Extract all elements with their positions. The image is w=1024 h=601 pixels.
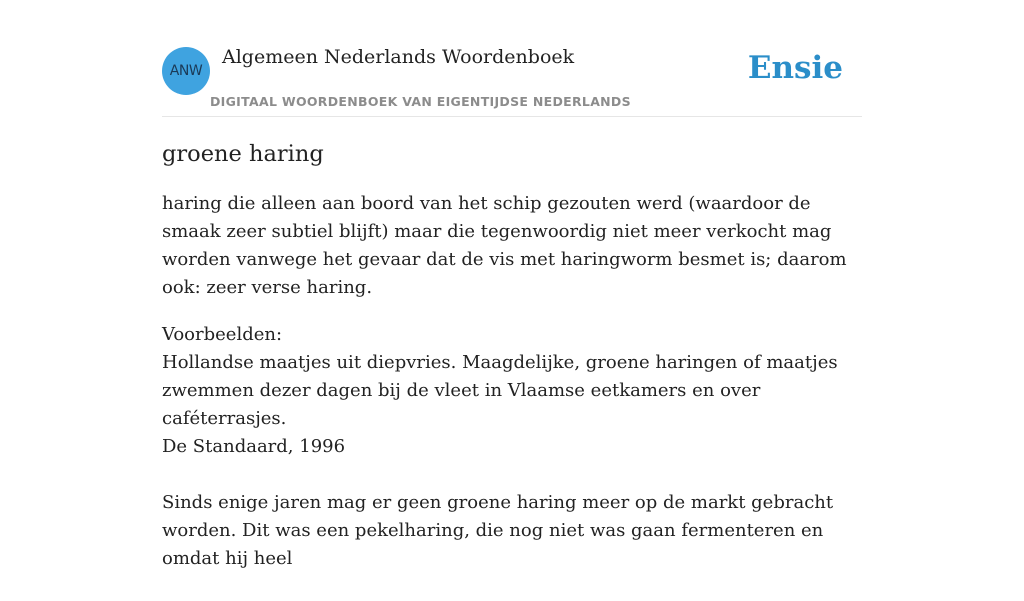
entry-definition: haring die alleen aan boord van het schip gezouten werd (waardoor de smaak zeer subtiel blijft) maar die tegenwoordig niet meer verkocht mag worden vanwege het gevaar dat de vis met haringworm besmet is; daarom ook: zeer verse haring. — [162, 193, 847, 298]
entry-content — [162, 138, 862, 601]
anw-logo-text: ANW — [169, 63, 203, 79]
ensie-brand-logo[interactable]: Ensie — [747, 50, 843, 86]
example-item — [162, 349, 862, 461]
site-subtitle: DIGITAAL WOORDENBOEK VAN EIGENTIJDSE NEDERLANDS — [210, 94, 631, 109]
site-header — [162, 0, 862, 117]
example-text: Sinds enige jaren mag er geen groene haring meer op de markt gebracht worden. Dit was een pekelharing, die nog niet was gaan fermenteren en omdat hij heel — [162, 492, 834, 569]
anw-logo[interactable] — [162, 47, 210, 95]
example-text: Hollandse maatjes uit diepvries. Maagdelijke, groene haringen of maatjes zwemmen dezer dagen bij de vleet in Vlaamse eetkamers en over caféterrasjes. — [162, 352, 838, 429]
example-item — [162, 489, 862, 573]
examples-label: Voorbeelden: — [162, 324, 283, 345]
example-source: De Standaard, 1996 — [162, 436, 346, 457]
entry-term: groene haring — [162, 141, 324, 167]
site-title[interactable]: Algemeen Nederlands Woordenboek — [222, 46, 575, 68]
examples-section — [162, 321, 862, 573]
